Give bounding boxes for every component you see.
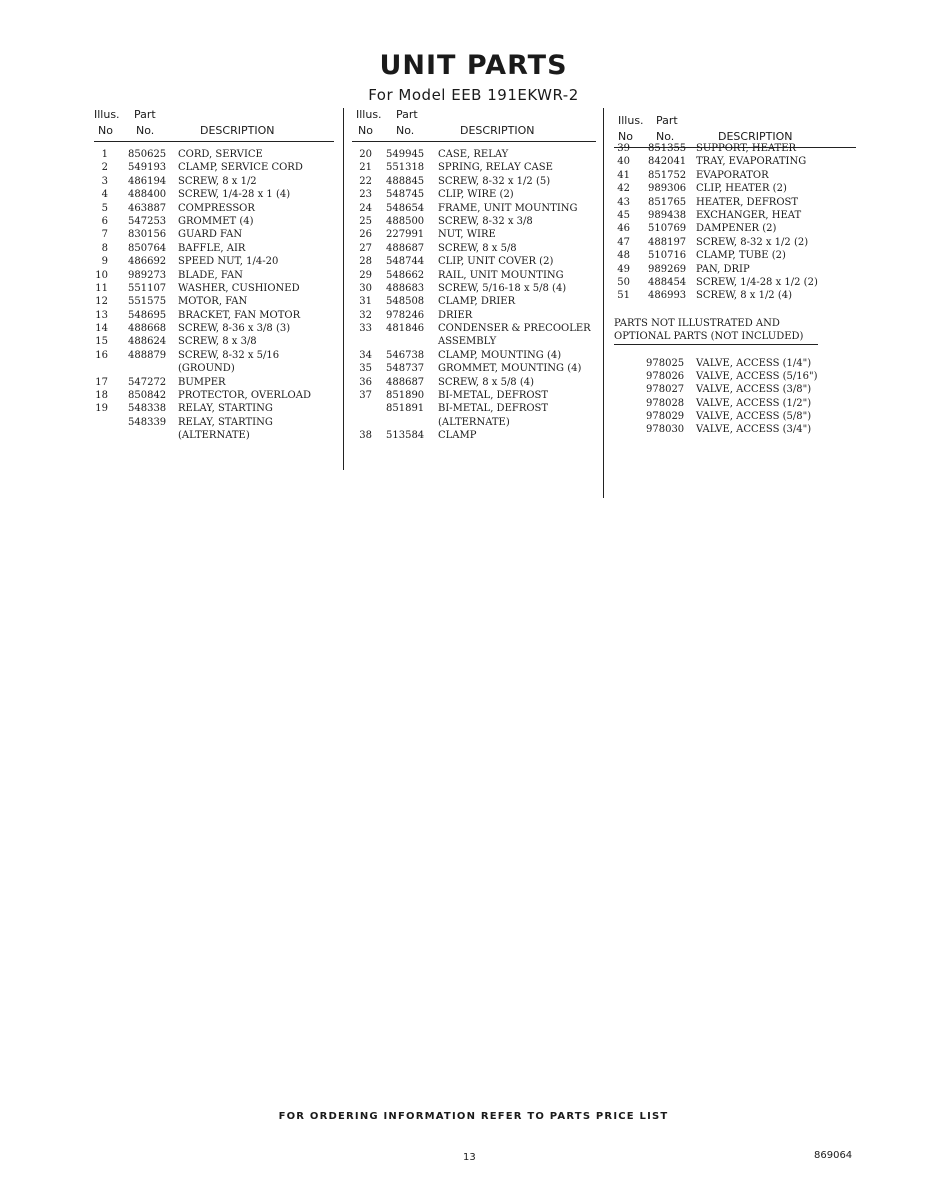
part-description: SUPPORT, HEATER [696, 143, 797, 154]
parts-row [614, 222, 856, 235]
illus-number: 43 [617, 196, 630, 208]
parts-column-3 [614, 108, 856, 437]
part-description: RELAY, STARTING [178, 403, 273, 415]
parts-row [94, 429, 334, 442]
parts-row [94, 269, 334, 282]
parts-row [94, 161, 334, 174]
parts-row [352, 309, 596, 322]
part-number: 547253 [128, 215, 167, 227]
parts-row [352, 242, 596, 255]
parts-row [614, 155, 856, 168]
illus-number: 4 [101, 189, 108, 201]
part-description: BI-METAL, DEFROST [438, 390, 549, 402]
part-description: VALVE, ACCESS (3/8") [696, 384, 812, 396]
part-description: VALVE, ACCESS (3/4") [696, 424, 812, 436]
parts-row [94, 282, 334, 295]
part-number: 548508 [386, 296, 425, 308]
illus-number: 1 [101, 149, 108, 160]
parts-row [94, 295, 334, 308]
part-number: 548695 [128, 309, 167, 321]
part-description: DRIER [438, 309, 473, 321]
illus-number: 5 [101, 202, 108, 214]
illus-number: 14 [95, 323, 108, 335]
parts-row [352, 376, 596, 389]
part-number: 978025 [646, 357, 685, 369]
column-divider [603, 108, 604, 498]
parts-row [94, 402, 334, 415]
illus-label: Illus. [618, 114, 644, 127]
part-description: DAMPENER (2) [696, 223, 777, 235]
part-number: 850625 [128, 149, 167, 160]
illus-number: 37 [359, 390, 372, 402]
part-number: 978030 [646, 424, 685, 436]
illus-number: 28 [359, 256, 372, 268]
part-description: EVAPORATOR [696, 169, 769, 181]
illus-number: 33 [359, 323, 372, 335]
model-subtitle: For Model EEB 191EKWR-2 [368, 86, 579, 104]
parts-list [94, 148, 334, 443]
part-number: 488668 [128, 323, 167, 335]
part-number: 851752 [648, 169, 687, 181]
parts-row [352, 282, 596, 295]
illus-number: 8 [101, 242, 108, 254]
part-number: 510716 [648, 250, 687, 262]
illus-number: 42 [617, 183, 630, 195]
illus-number: 18 [95, 390, 108, 402]
illus-number: 19 [95, 403, 108, 415]
part-number: 488845 [386, 175, 425, 187]
illus-number: 3 [101, 175, 108, 187]
part-description: (GROUND) [178, 363, 235, 375]
part-description: SCREW, 8 x 5/8 (4) [438, 376, 535, 388]
part-number: 510769 [648, 223, 687, 235]
ordering-footer: FOR ORDERING INFORMATION REFER TO PARTS PRICE LIST [278, 1111, 669, 1122]
not-illustrated-note [614, 317, 818, 345]
part-description: SCREW, 8 x 1/2 [178, 175, 257, 187]
parts-row [94, 148, 334, 161]
illus-number: 21 [359, 162, 372, 174]
header-rule [352, 141, 596, 142]
part-description: SPEED NUT, 1/4-20 [178, 256, 279, 268]
parts-row [614, 182, 856, 195]
optional-parts-list [614, 357, 856, 437]
no2-label: No. [396, 124, 415, 137]
part-description: SCREW, 8-32 x 1/2 (5) [438, 175, 551, 187]
parts-row [94, 362, 334, 375]
parts-row [94, 349, 334, 362]
description-label: DESCRIPTION [460, 124, 535, 137]
part-description: VALVE, ACCESS (1/2") [696, 397, 812, 409]
parts-row [352, 255, 596, 268]
part-description: CLAMP, DRIER [438, 296, 516, 308]
part-label: Part [396, 108, 418, 121]
illus-number: 35 [359, 363, 372, 375]
part-description: EXCHANGER, HEAT [696, 209, 802, 221]
part-description: CLIP, WIRE (2) [438, 189, 514, 201]
part-number: 551318 [386, 162, 425, 174]
parts-row [352, 215, 596, 228]
illus-number: 15 [95, 336, 108, 348]
optional-parts-row [614, 410, 856, 423]
column-divider [343, 108, 344, 470]
part-number: 481846 [386, 323, 425, 335]
parts-row [352, 161, 596, 174]
part-description: NUT, WIRE [438, 229, 496, 241]
illus-number: 6 [101, 215, 108, 227]
part-number: 548737 [386, 363, 425, 375]
part-description: (ALTERNATE) [178, 430, 250, 442]
part-number: 851355 [648, 143, 687, 154]
parts-row [94, 309, 334, 322]
part-description: VALVE, ACCESS (5/8") [696, 411, 812, 423]
part-description: RAIL, UNIT MOUNTING [438, 269, 564, 281]
illus-label: Illus. [94, 108, 120, 121]
part-number: 978029 [646, 411, 685, 423]
parts-row [614, 289, 856, 302]
illus-number: 29 [359, 269, 372, 281]
part-number: 850764 [128, 242, 167, 254]
note-line: PARTS NOT ILLUSTRATED AND [614, 317, 780, 329]
part-description: CLIP, HEATER (2) [696, 183, 787, 195]
part-description: ASSEMBLY [438, 336, 497, 348]
part-number: 488624 [128, 336, 167, 348]
parts-row [352, 402, 596, 415]
part-description: SCREW, 1/4-28 x 1/2 (2) [696, 276, 818, 288]
no2-label: No. [136, 124, 155, 137]
parts-row [352, 188, 596, 201]
part-number: 549193 [128, 162, 167, 174]
optional-parts-row [614, 397, 856, 410]
parts-row [94, 188, 334, 201]
illus-number: 30 [359, 282, 372, 294]
parts-row [614, 249, 856, 262]
part-number: 851890 [386, 390, 425, 402]
illus-number: 49 [617, 263, 630, 275]
part-number: 989438 [648, 209, 687, 221]
part-number: 546738 [386, 349, 425, 361]
part-description: PAN, DRIP [696, 263, 750, 275]
parts-row [94, 335, 334, 348]
part-number: 486194 [128, 175, 167, 187]
parts-row [352, 148, 596, 161]
part-number: 551107 [128, 282, 167, 294]
part-label: Part [656, 114, 678, 127]
illus-number: 32 [359, 309, 372, 321]
part-description: BAFFLE, AIR [178, 242, 246, 254]
document-number: 869064 [814, 1150, 853, 1161]
part-number: 513584 [386, 430, 425, 442]
illus-number: 45 [617, 209, 630, 221]
part-number: 551575 [128, 296, 167, 308]
illus-number: 16 [95, 349, 108, 361]
part-label: Part [134, 108, 156, 121]
part-number: 842041 [648, 156, 687, 168]
part-number: 978246 [386, 309, 425, 321]
part-description: CLAMP, SERVICE CORD [178, 162, 303, 174]
part-description: CONDENSER & PRECOOLER [438, 323, 591, 335]
part-description: WASHER, CUSHIONED [178, 282, 300, 294]
illus-number: 31 [359, 296, 372, 308]
part-number: 978028 [646, 397, 685, 409]
part-number: 548339 [128, 416, 167, 428]
illus-number: 13 [95, 309, 108, 321]
part-description: SCREW, 8-32 x 5/16 [178, 349, 280, 361]
part-description: BLADE, FAN [178, 269, 243, 281]
part-description: MOTOR, FAN [178, 296, 248, 308]
illus-number: 24 [359, 202, 372, 214]
parts-row [352, 362, 596, 375]
part-description: SCREW, 8 x 3/8 [178, 336, 257, 348]
parts-row [352, 429, 596, 442]
part-number: 548338 [128, 403, 167, 415]
parts-row [614, 142, 856, 155]
part-description: BI-METAL, DEFROST [438, 403, 549, 415]
part-description: SCREW, 8-32 x 3/8 [438, 215, 533, 227]
description-label: DESCRIPTION [200, 124, 275, 137]
part-description: CLAMP, TUBE (2) [696, 250, 786, 262]
part-number: 978026 [646, 370, 685, 382]
part-description: CLAMP, MOUNTING (4) [438, 349, 562, 361]
part-number: 486692 [128, 256, 167, 268]
parts-row [94, 389, 334, 402]
part-description: SCREW, 8-32 x 1/2 (2) [696, 236, 809, 248]
parts-row [352, 202, 596, 215]
illus-number: 12 [95, 296, 108, 308]
part-description: CASE, RELAY [438, 149, 509, 160]
illus-number: 25 [359, 215, 372, 227]
parts-row [352, 269, 596, 282]
part-description: SCREW, 8 x 5/8 [438, 242, 517, 254]
parts-row [94, 215, 334, 228]
part-description: (ALTERNATE) [438, 416, 510, 428]
illus-number: 47 [617, 236, 630, 248]
column-header [94, 108, 334, 142]
parts-row [94, 416, 334, 429]
parts-row [94, 228, 334, 241]
optional-parts-row [614, 423, 856, 436]
illus-number: 22 [359, 175, 372, 187]
illus-number: 48 [617, 250, 630, 262]
parts-row [94, 242, 334, 255]
no-label: No [618, 130, 633, 143]
parts-column-2 [352, 108, 596, 443]
part-number: 488687 [386, 242, 425, 254]
part-description: FRAME, UNIT MOUNTING [438, 202, 578, 214]
optional-parts-row [614, 370, 856, 383]
illus-number: 51 [617, 290, 630, 302]
illus-number: 26 [359, 229, 372, 241]
part-number: 851891 [386, 403, 425, 415]
no-label: No [98, 124, 113, 137]
parts-row [94, 202, 334, 215]
parts-row [352, 335, 596, 348]
parts-row [352, 322, 596, 335]
parts-row [94, 255, 334, 268]
part-number: 488400 [128, 189, 167, 201]
illus-number: 17 [95, 376, 108, 388]
part-description: SPRING, RELAY CASE [438, 162, 553, 174]
part-number: 548662 [386, 269, 425, 281]
part-description: VALVE, ACCESS (5/16") [696, 370, 818, 382]
illus-number: 41 [617, 169, 630, 181]
part-number: 989306 [648, 183, 687, 195]
no2-label: No. [656, 130, 675, 143]
part-number: 488454 [648, 276, 687, 288]
illus-number: 2 [101, 162, 108, 174]
part-description: COMPRESSOR [178, 202, 255, 214]
part-number: 850842 [128, 390, 167, 402]
no-label: No [358, 124, 373, 137]
illus-number: 34 [359, 349, 372, 361]
illus-number: 7 [101, 229, 108, 241]
parts-row [352, 349, 596, 362]
part-number: 989273 [128, 269, 167, 281]
description-label: DESCRIPTION [718, 130, 793, 143]
part-number: 548654 [386, 202, 425, 214]
part-description: PROTECTOR, OVERLOAD [178, 390, 311, 402]
part-number: 463887 [128, 202, 167, 214]
illus-number: 20 [359, 149, 372, 160]
part-number: 488197 [648, 236, 687, 248]
part-description: SCREW, 8-36 x 3/8 (3) [178, 323, 291, 335]
part-number: 488879 [128, 349, 167, 361]
part-number: 989269 [648, 263, 687, 275]
note-line: OPTIONAL PARTS (NOT INCLUDED) [614, 330, 818, 344]
illus-number: 36 [359, 376, 372, 388]
parts-row [614, 263, 856, 276]
part-description: GUARD FAN [178, 229, 243, 241]
part-number: 486993 [648, 290, 687, 302]
part-description: HEATER, DEFROST [696, 196, 799, 208]
part-description: BRACKET, FAN MOTOR [178, 309, 301, 321]
part-number: 547272 [128, 376, 167, 388]
header-rule [94, 141, 334, 142]
part-description: BUMPER [178, 376, 226, 388]
parts-list [614, 142, 856, 303]
part-description: SCREW, 5/16-18 x 5/8 (4) [438, 282, 567, 294]
parts-row [614, 209, 856, 222]
parts-row [352, 389, 596, 402]
parts-row [614, 196, 856, 209]
part-number: 488687 [386, 376, 425, 388]
parts-row [614, 276, 856, 289]
parts-row [352, 175, 596, 188]
parts-row [352, 416, 596, 429]
parts-row [352, 228, 596, 241]
part-number: 978027 [646, 384, 685, 396]
illus-number: 11 [95, 282, 108, 294]
part-description: GROMMET (4) [178, 215, 254, 227]
illus-number: 50 [617, 276, 630, 288]
parts-row [94, 376, 334, 389]
part-number: 227991 [386, 229, 425, 241]
column-header [352, 108, 596, 142]
parts-row [614, 236, 856, 249]
part-description: SCREW, 8 x 1/2 (4) [696, 290, 793, 302]
part-number: 549945 [386, 149, 425, 160]
part-description: CLAMP [438, 430, 477, 442]
part-number: 830156 [128, 229, 167, 241]
optional-parts-row [614, 357, 856, 370]
part-number: 488683 [386, 282, 425, 294]
part-description: VALVE, ACCESS (1/4") [696, 357, 812, 369]
part-description: GROMMET, MOUNTING (4) [438, 363, 582, 375]
part-description: RELAY, STARTING [178, 416, 273, 428]
part-description: CORD, SERVICE [178, 149, 263, 160]
parts-column-1 [94, 108, 334, 443]
illus-number: 10 [95, 269, 108, 281]
parts-row [94, 175, 334, 188]
part-number: 548744 [386, 256, 425, 268]
part-number: 488500 [386, 215, 425, 227]
illus-label: Illus. [356, 108, 382, 121]
part-description: SCREW, 1/4-28 x 1 (4) [178, 189, 291, 201]
parts-row [352, 295, 596, 308]
optional-parts-row [614, 383, 856, 396]
part-number: 851765 [648, 196, 687, 208]
page-title: UNIT PARTS [379, 50, 568, 81]
illus-number: 40 [617, 156, 630, 168]
page-number: 13 [463, 1152, 476, 1163]
illus-number: 39 [617, 143, 630, 154]
illus-number: 27 [359, 242, 372, 254]
illus-number: 38 [359, 430, 372, 442]
parts-row [94, 322, 334, 335]
parts-list [352, 148, 596, 443]
part-number: 548745 [386, 189, 425, 201]
illus-number: 9 [101, 256, 108, 268]
illus-number: 23 [359, 189, 372, 201]
part-description: CLIP, UNIT COVER (2) [438, 256, 554, 268]
part-description: TRAY, EVAPORATING [696, 156, 807, 168]
parts-row [614, 169, 856, 182]
illus-number: 46 [617, 223, 630, 235]
